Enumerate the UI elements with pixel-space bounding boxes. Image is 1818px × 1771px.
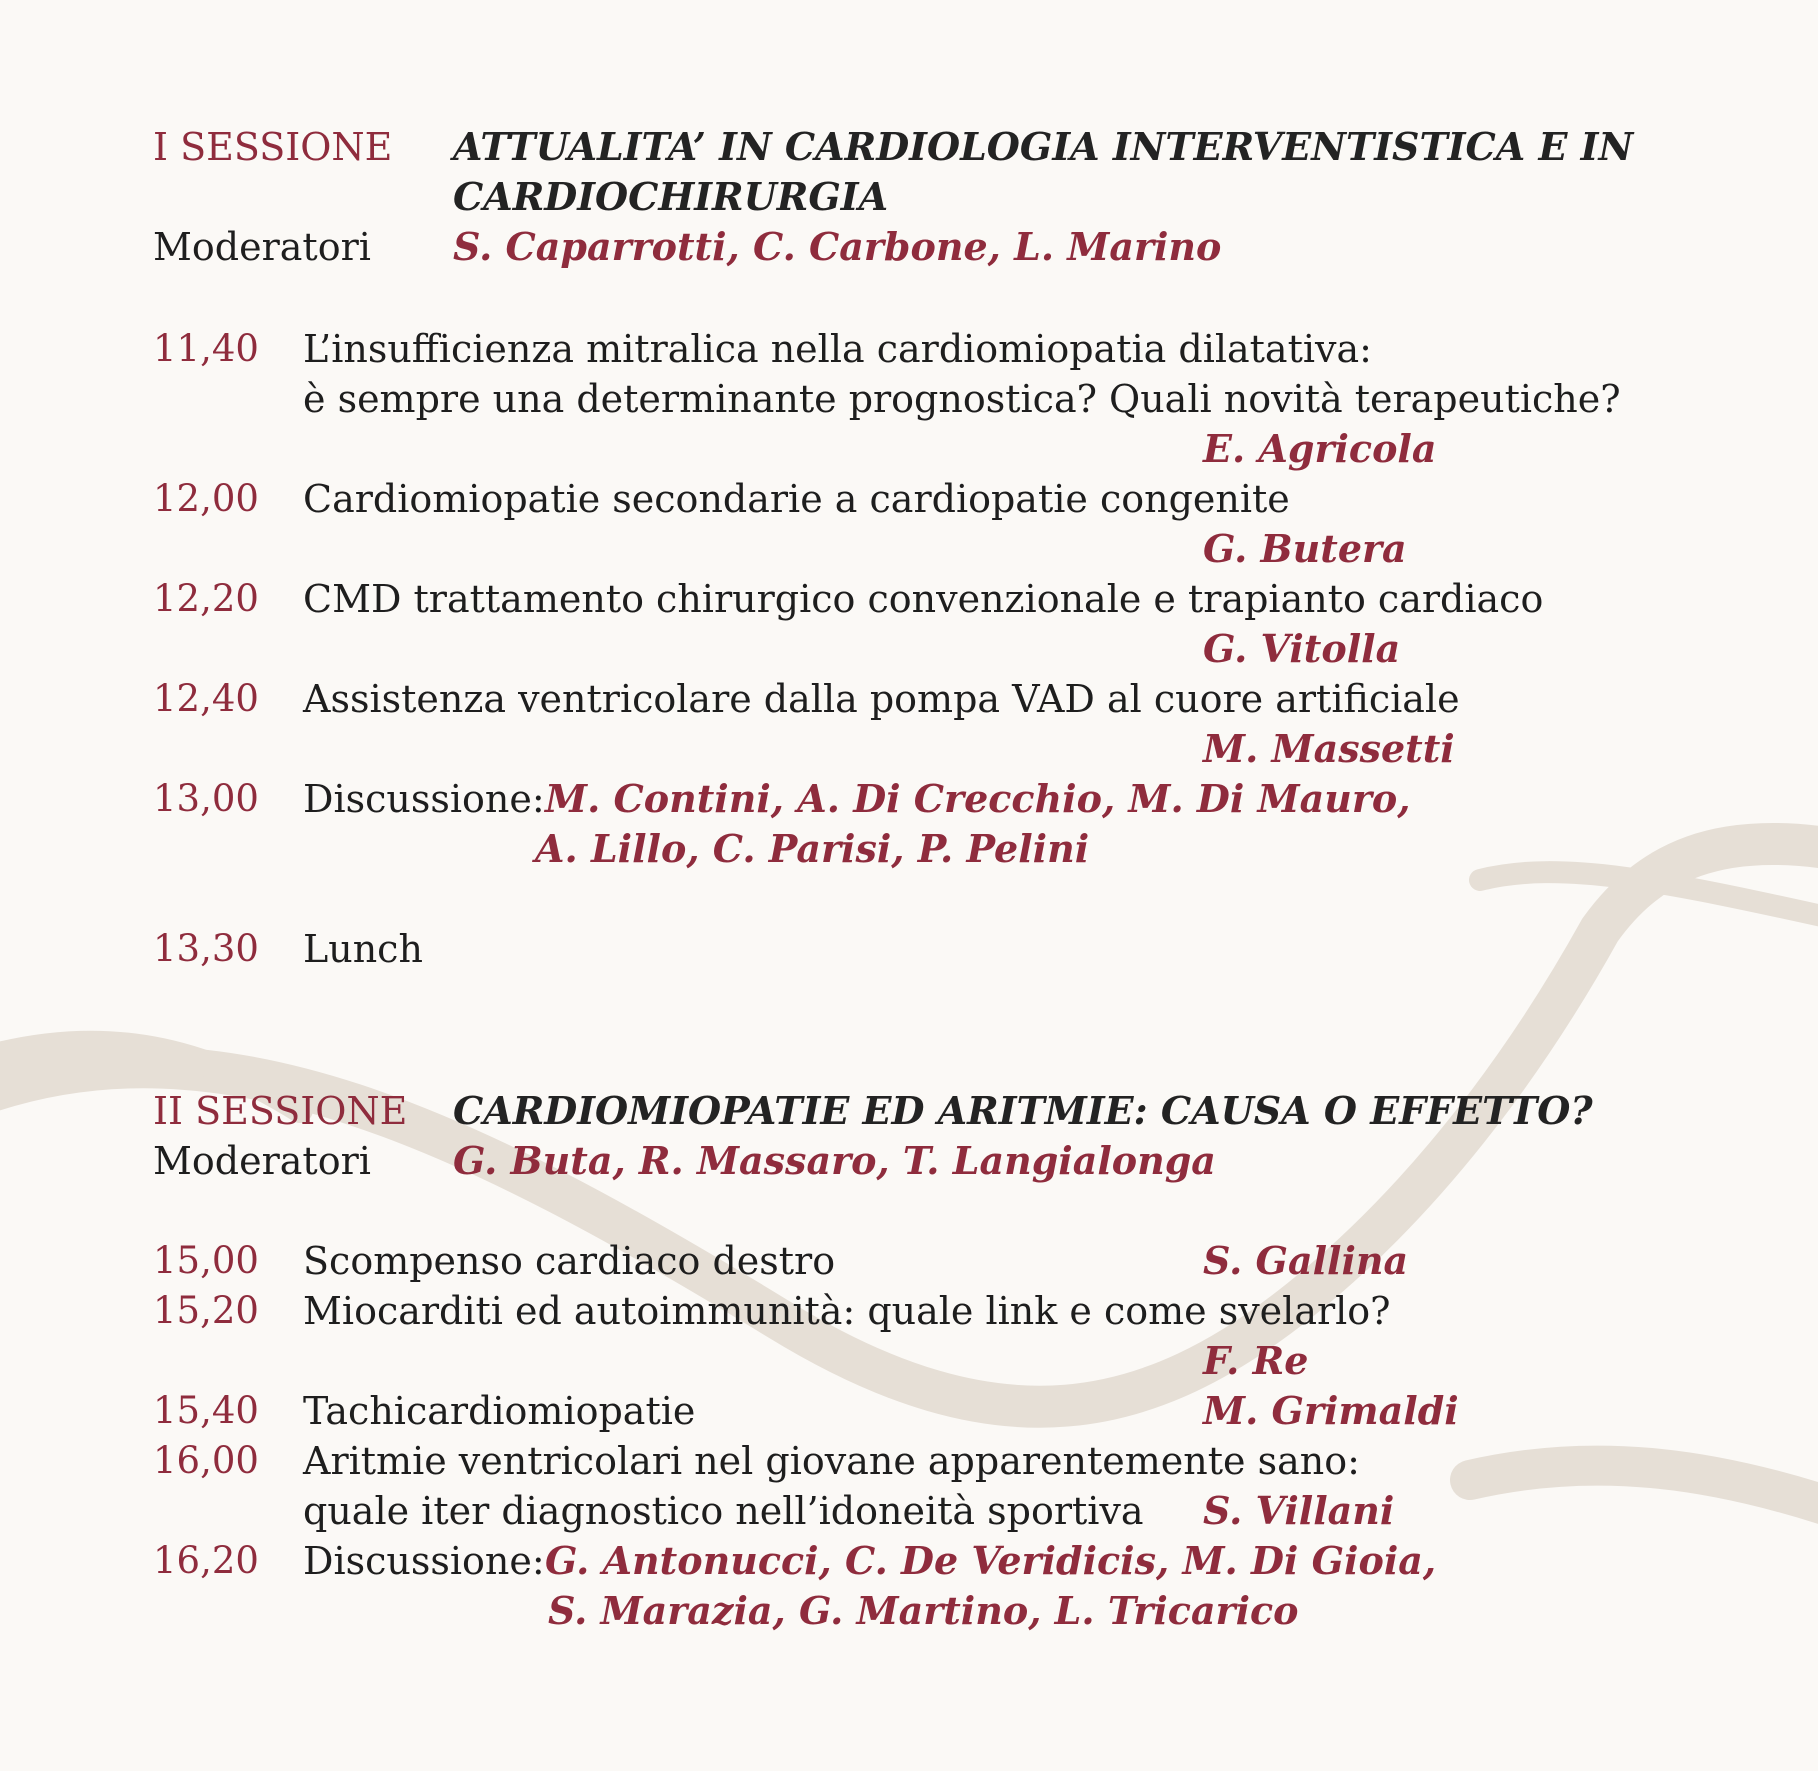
- talk-time: 12,40: [153, 677, 259, 720]
- talk-time: 12,00: [153, 477, 259, 520]
- session1-title-line1: ATTUALITA’ IN CARDIOLOGIA INTERVENTISTICA E IN: [453, 124, 1634, 169]
- talk-speaker: M. Grimaldi: [1203, 1388, 1459, 1433]
- session1-title-line2: CARDIOCHIRURGIA: [453, 174, 889, 219]
- talk-title: Tachicardiomiopatie: [303, 1389, 696, 1433]
- session1-moderators: S. Caparrotti, C. Carbone, L. Marino: [453, 224, 1222, 269]
- talk-speaker: S. Gallina: [1203, 1238, 1409, 1283]
- talk-time: 15,20: [153, 1289, 259, 1332]
- talk-speaker: E. Agricola: [1203, 426, 1437, 471]
- talk-title-continued: è sempre una determinante prognostica? Quali novità terapeutiche?: [303, 377, 1621, 421]
- talk-speaker: F. Re: [1203, 1338, 1309, 1383]
- session2-moderators-label: Moderatori: [153, 1139, 371, 1183]
- discussion-label: Discussione:: [303, 777, 545, 821]
- talk-time: 15,40: [153, 1389, 259, 1432]
- discussion-time: 13,00: [153, 777, 259, 820]
- talk-title: CMD trattamento chirurgico convenzionale e trapianto cardiaco: [303, 577, 1544, 621]
- talk-time: 15,00: [153, 1239, 259, 1282]
- discussion-names: M. Contini, A. Di Crecchio, M. Di Mauro,: [545, 776, 1411, 821]
- discussion-time: 16,20: [153, 1539, 259, 1582]
- talk-speaker: G. Butera: [1203, 526, 1407, 571]
- talk-title: Aritmie ventricolari nel giovane apparentemente sano:: [303, 1439, 1360, 1483]
- talk-time: 16,00: [153, 1439, 259, 1482]
- talk-time: 11,40: [153, 327, 259, 370]
- talk-speaker: S. Villani: [1203, 1488, 1395, 1533]
- talk-speaker: G. Vitolla: [1203, 626, 1401, 671]
- discussion-names: G. Antonucci, C. De Veridicis, M. Di Gioia,: [545, 1538, 1437, 1583]
- lunch-label: Lunch: [303, 927, 423, 971]
- session2-label: II SESSIONE: [153, 1089, 408, 1133]
- session2-moderators: G. Buta, R. Massaro, T. Langialonga: [453, 1138, 1216, 1183]
- lunch-time: 13,30: [153, 927, 259, 970]
- session1-moderators-label: Moderatori: [153, 225, 371, 269]
- talk-title: L’insufficienza mitralica nella cardiomiopatia dilatativa:: [303, 327, 1372, 371]
- talk-speaker: M. Massetti: [1203, 726, 1455, 771]
- discussion-label: Discussione:: [303, 1539, 545, 1583]
- talk-title: Cardiomiopatie secondarie a cardiopatie congenite: [303, 477, 1290, 521]
- talk-title: Assistenza ventricolare dalla pompa VAD al cuore artificiale: [303, 677, 1460, 721]
- discussion-names-continued: S. Marazia, G. Martino, L. Tricarico: [548, 1588, 1299, 1633]
- session2-title: CARDIOMIOPATIE ED ARITMIE: CAUSA O EFFETTO?: [453, 1088, 1593, 1133]
- session1-label: I SESSIONE: [153, 125, 393, 169]
- talk-title: Scompenso cardiaco destro: [303, 1239, 836, 1283]
- talk-time: 12,20: [153, 577, 259, 620]
- discussion-names-continued: A. Lillo, C. Parisi, P. Pelini: [535, 826, 1090, 871]
- talk-title-continued: quale iter diagnostico nell’idoneità sportiva: [303, 1489, 1144, 1533]
- talk-title: Miocarditi ed autoimmunità: quale link e come svelarlo?: [303, 1289, 1391, 1333]
